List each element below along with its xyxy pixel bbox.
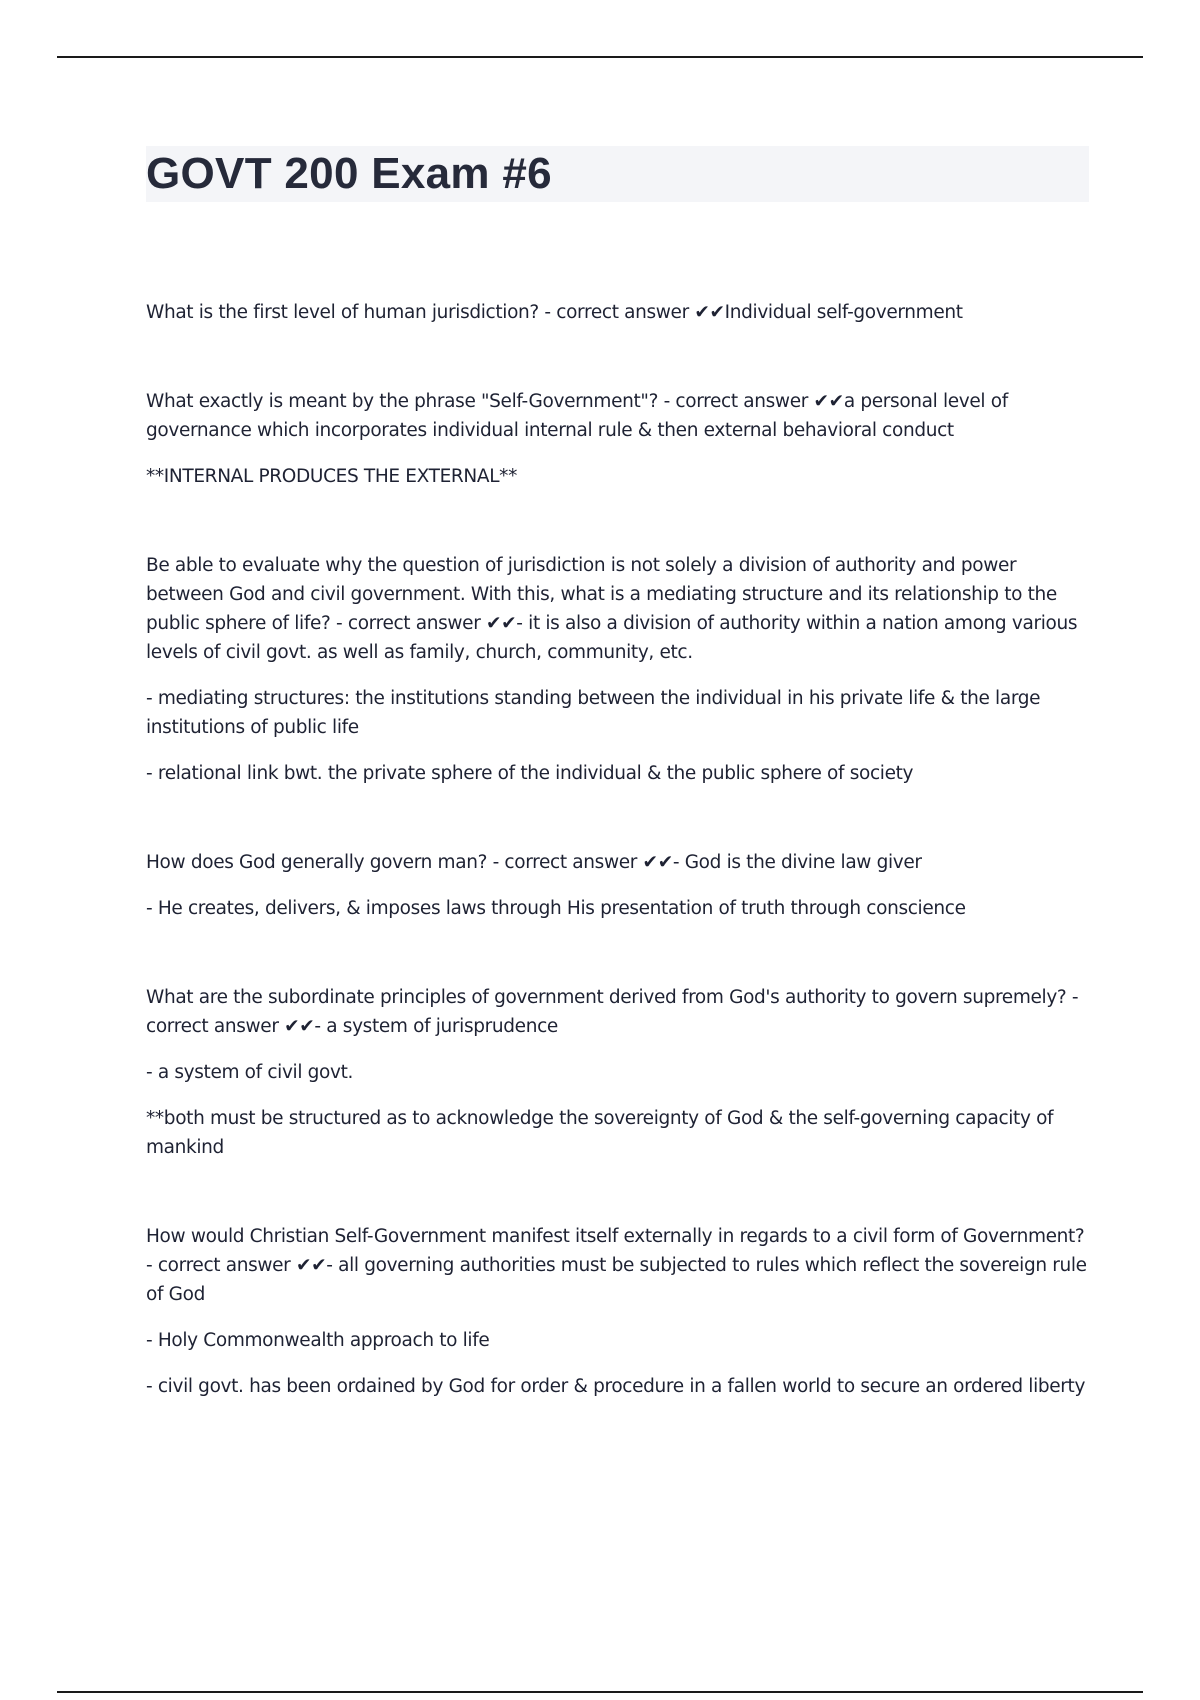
qa-question-answer: What are the subordinate principles of government derived from God's authority to govern supremely? - correct answer ✔✔- a system of jurisprudence <box>146 987 1079 1037</box>
qa-item <box>146 848 1089 923</box>
qa-note: - civil govt. has been ordained by God for order & procedure in a fallen world to secure an ordered liberty <box>146 1376 1086 1397</box>
qa-question-answer: Be able to evaluate why the question of jurisdiction is not solely a division of authority and power between God and civil government. With this, what is a mediating structure and its relationship to the public sphere of life? - correct answer ✔✔- it is also a division of authority within a nation among various levels of civil govt. as well as family, church, community, etc. <box>146 555 1078 663</box>
qa-question-answer: What is the first level of human jurisdiction? - correct answer ✔✔Individual self-government <box>146 302 963 323</box>
qa-note: - relational link bwt. the private sphere of the individual & the public sphere of society <box>146 763 914 784</box>
qa-item <box>146 1222 1089 1401</box>
qa-note: - Holy Commonwealth approach to life <box>146 1330 490 1351</box>
document-title: GOVT 200 Exam #6 <box>146 149 552 198</box>
qa-list <box>146 298 1089 1401</box>
qa-question-answer: How would Christian Self-Government manifest itself externally in regards to a civil form of Government? - correct answer ✔✔- all governing authorities must be subjected to rules which reflect the sovereign rule of God <box>146 1226 1087 1305</box>
qa-note: - He creates, delivers, & imposes laws through His presentation of truth through conscience <box>146 898 966 919</box>
qa-item <box>146 983 1089 1162</box>
qa-note: - mediating structures: the institutions standing between the individual in his private life & the large institutions of public life <box>146 688 1041 738</box>
qa-note: **both must be structured as to acknowledge the sovereignty of God & the self-governing capacity of mankind <box>146 1108 1054 1158</box>
qa-item <box>146 387 1089 491</box>
title-band <box>146 146 1089 202</box>
document-body <box>146 146 1089 1461</box>
qa-item <box>146 551 1089 788</box>
qa-note: - a system of civil govt. <box>146 1062 354 1083</box>
qa-item <box>146 298 1089 327</box>
qa-question-answer: How does God generally govern man? - correct answer ✔✔- God is the divine law giver <box>146 852 922 873</box>
qa-question-answer: What exactly is meant by the phrase "Self-Government"? - correct answer ✔✔a personal level of governance which incorporates individual internal rule & then external behavioral conduct <box>146 391 1008 441</box>
top-rule <box>57 56 1143 58</box>
bottom-rule <box>57 1691 1143 1693</box>
qa-note: **INTERNAL PRODUCES THE EXTERNAL** <box>146 466 517 487</box>
